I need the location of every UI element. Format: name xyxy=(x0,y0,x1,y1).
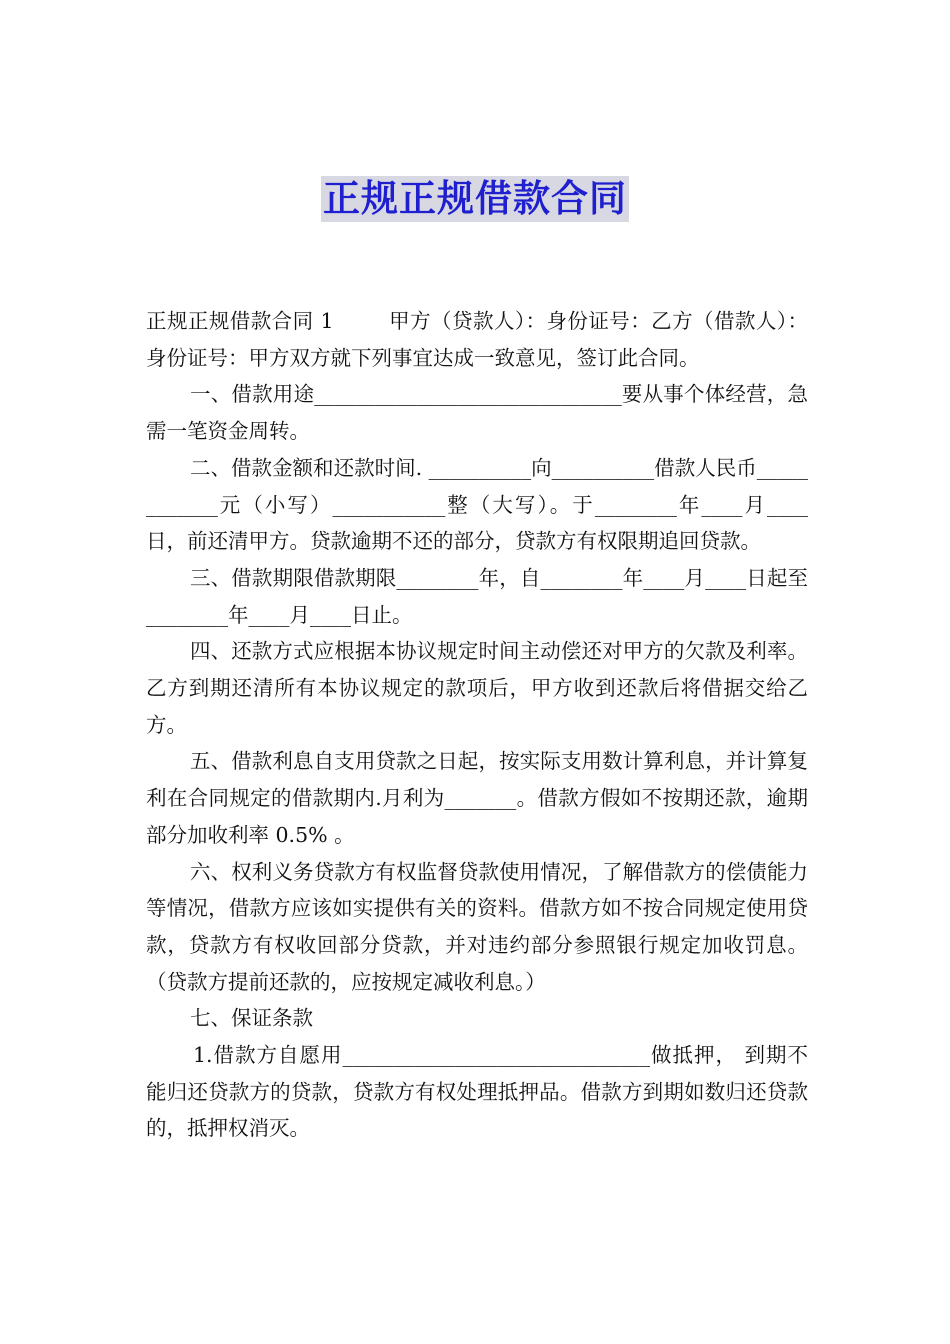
paragraph-clause-2: 二、借款金额和还款时间. __________向__________借款人民币____________元（小写）___________整（大写）。于________年____月____日，前还清甲方。贷款逾期不还的部分，贷款方有权限期追回贷款。 xyxy=(146,455,808,554)
paragraph-clause-7-1: 1.借款方自愿用______________________________做抵押， 到期不能归还贷款方的贷款，贷款方有权处理抵押品。借款方到期如数归还贷款的，抵押权消灭。 xyxy=(146,1043,808,1141)
paragraph-clause-3: 三、借款期限借款期限________年，自________年____月____日起至________年____月____日止。 xyxy=(146,565,808,627)
title-container xyxy=(0,176,950,222)
document-title: 正规正规借款合同 xyxy=(323,177,627,220)
paragraph-clause-5: 五、借款利息自支用贷款之日起，按实际支用数计算利息，并计算复利在合同规定的借款期内.月利为_______。借款方假如不按期还款，逾期部分加收利率 0.5% 。 xyxy=(146,749,808,847)
paragraph-clause-6: 六、权利义务贷款方有权监督贷款使用情况，了解借款方的偿债能力等情况，借款方应该如实提供有关的资料。借款方如不按合同规定使用贷款，贷款方有权收回部分贷款，并对违约部分参照银行规定加收罚息。（贷款方提前还款的，应按规定减收利息。） xyxy=(146,859,808,994)
paragraph-clause-4: 四、还款方式应根据本协议规定时间主动偿还对甲方的欠款及利率。乙方到期还清所有本协议规定的款项后，甲方收到还款后将借据交给乙方。 xyxy=(146,639,808,737)
paragraph-intro: 正规正规借款合同 1 甲方（贷款人）：身份证号：乙方（借款人）：身份证号：甲方双方就下列事宜达成一致意见，签订此合同。 xyxy=(146,309,808,370)
paragraph-clause-7: 七、保证条款 xyxy=(190,1006,313,1031)
document-body xyxy=(146,303,808,1147)
paragraph-clause-1: 一、借款用途______________________________要从事个体经营，急需一笔资金周转。 xyxy=(146,382,808,444)
